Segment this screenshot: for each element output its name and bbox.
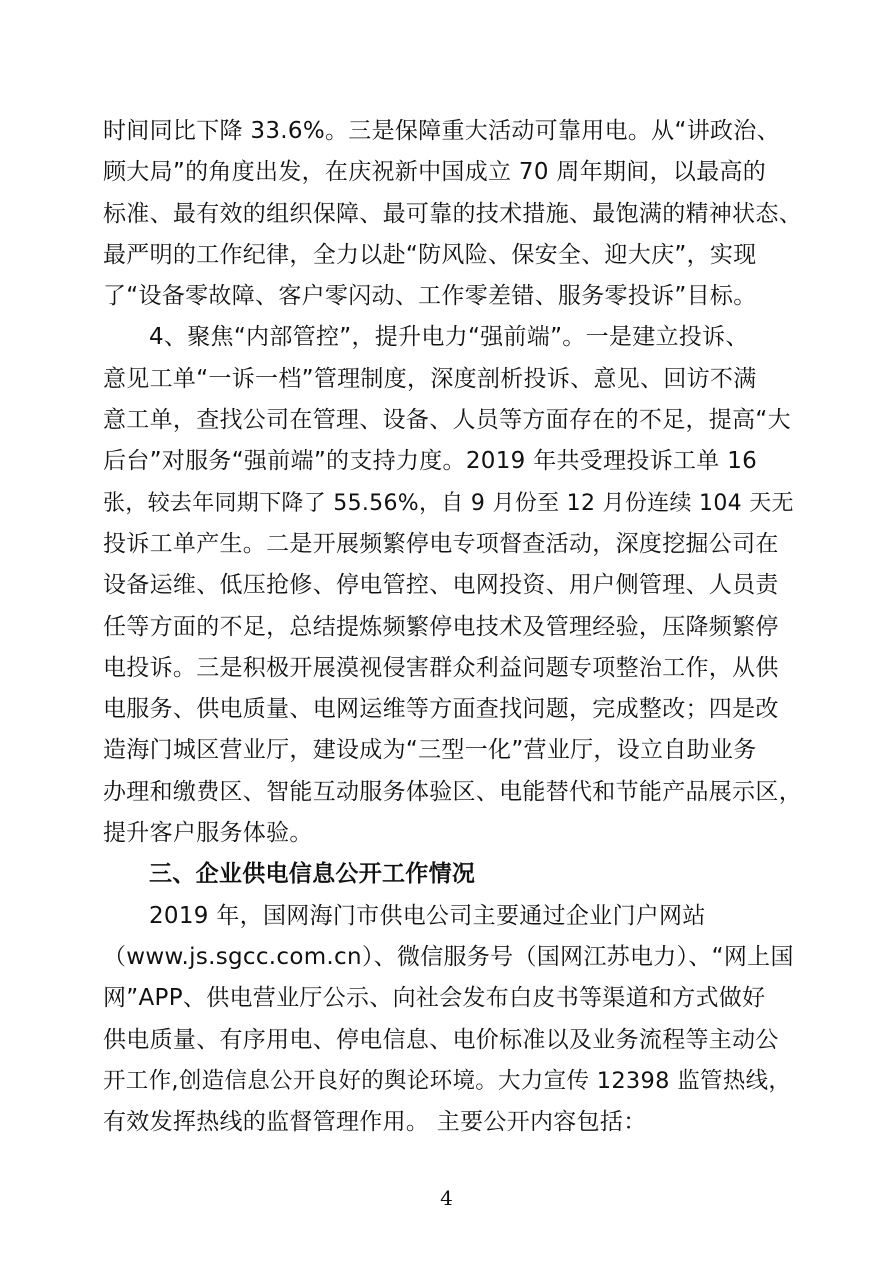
text-line: 电服务、供电质量、电网运维等方面查找问题，完成整改；四是改 [103, 696, 779, 723]
text-line: 投诉工单产生。二是开展频繁停电专项督查活动，深度挖掘公司在 [103, 530, 779, 557]
section-heading: 三、企业供电信息公开工作情况 [149, 861, 476, 888]
page-number: 4 [440, 1186, 453, 1210]
text-line: 电投诉。三是积极开展漠视侵害群众利益问题专项整治工作，从供 [103, 654, 779, 681]
text-line: 标准、最有效的组织保障、最可靠的技术措施、最饱满的精神状态、 [103, 200, 802, 227]
text-line: 网”APP、供电营业厅公示、向社会发布白皮书等渠道和方式做好 [103, 985, 766, 1012]
text-line: 意工单，查找公司在管理、设备、人员等方面存在的不足，提高“大 [103, 407, 791, 434]
text-line: 时间同比下降 33.6%。三是保障重大活动可靠用电。从“讲政治、 [103, 118, 780, 144]
text-line: 提升客户服务体验。 [103, 820, 313, 847]
text-line: 2019 年，国网海门市供电公司主要通过企业门户网站 [149, 902, 706, 929]
text-line: 任等方面的不足，总结提炼频繁停电技术及管理经验，压降频繁停 [103, 613, 779, 640]
text-line: 意见工单“一诉一档”管理制度，深度剖析投诉、意见、回访不满 [103, 365, 757, 392]
text-line: 4、聚焦“内部管控”，提升电力“强前端”。一是建立投诉、 [149, 324, 749, 351]
text-line: 张，较去年同期下降了 55.56%，自 9 月份至 12 月份连续 104 天无 [103, 490, 794, 516]
text-line: 后台”对服务“强前端”的支持力度。2019 年共受理投诉工单 16 [103, 448, 758, 475]
text-line: 有效发挥热线的监督管理作用。 主要公开内容包括： [103, 1109, 647, 1136]
text-line: 最严明的工作纪律，全力以赴“防风险、保安全、迎大庆”，实现 [103, 241, 757, 268]
text-line: 办理和缴费区、智能互动服务体验区、电能替代和节能产品展示区， [103, 778, 802, 805]
text-line: 顾大局”的角度出发，在庆祝新中国成立 70 周年期间，以最高的 [103, 159, 767, 186]
text-line: （www.js.sgcc.com.cn）、微信服务号（国网江苏电力）、“网上国 [103, 943, 794, 970]
text-line: 设备运维、低压抢修、停电管控、电网投资、用户侧管理、人员责 [103, 572, 779, 599]
text-line: 开工作,创造信息公开良好的舆论环境。大力宣传 12398 监管热线， [103, 1067, 792, 1094]
body-text [103, 111, 803, 1143]
text-line: 造海门城区营业厅，建设成为“三型一化”营业厅，设立自助业务 [103, 737, 757, 764]
text-line: 了“设备零故障、客户零闪动、工作零差错、服务零投诉”目标。 [103, 283, 757, 310]
text-line: 供电质量、有序用电、停电信息、电价标准以及业务流程等主动公 [103, 1026, 779, 1053]
